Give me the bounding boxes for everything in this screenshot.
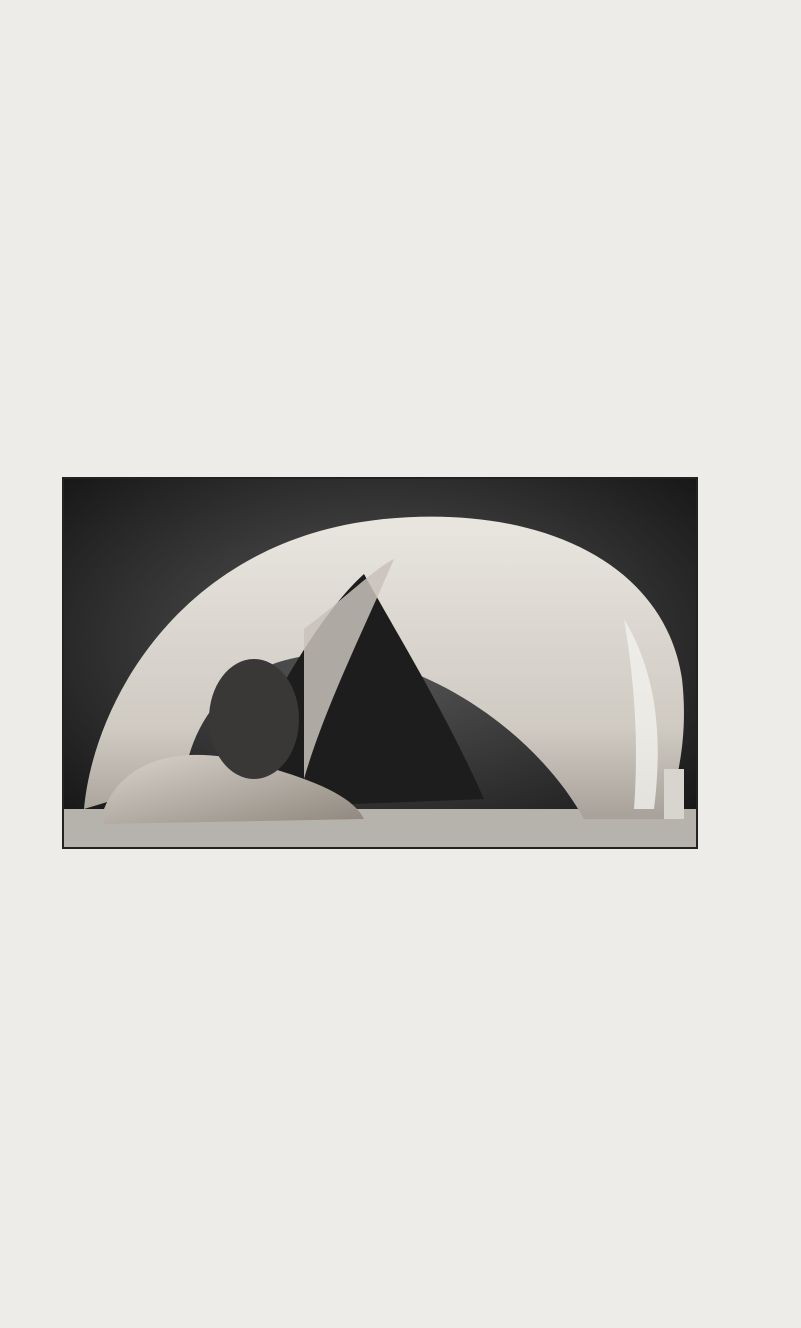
running-header — [62, 46, 762, 76]
figure-image — [64, 479, 696, 847]
figure-photograph — [62, 477, 698, 849]
